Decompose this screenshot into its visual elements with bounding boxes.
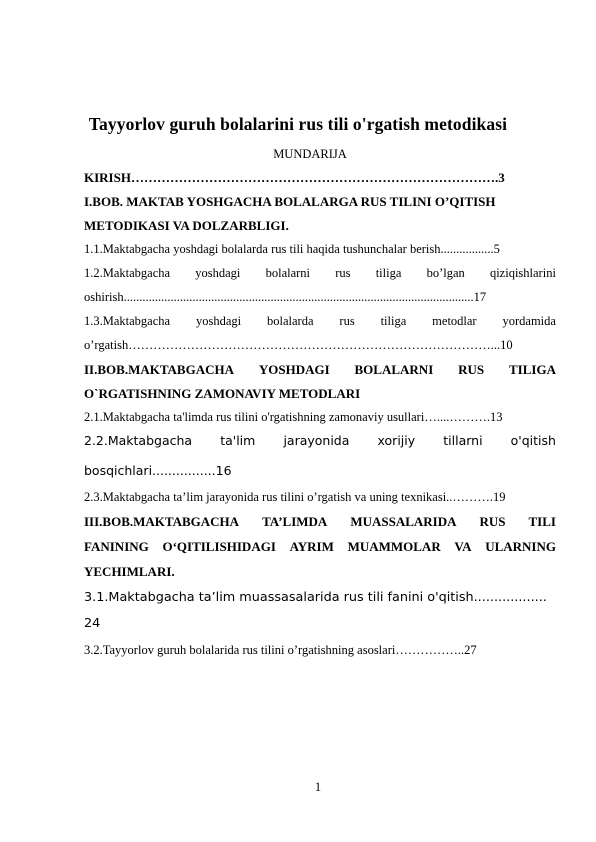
toc-word: MUAMMOLAR <box>347 539 441 554</box>
toc-word: bolalarda <box>267 314 314 328</box>
toc-word: yoshdagi <box>195 266 241 280</box>
toc-word: rus <box>339 314 355 328</box>
document-title: Tayyorlov guruh bolalarini rus tili o'rgatish metodikasi <box>88 114 508 134</box>
toc-word: TA’LIMDA <box>262 514 328 529</box>
toc-entry-2-2-line1 <box>84 433 556 448</box>
toc-word: rus <box>335 266 351 280</box>
toc-word: metodlar <box>432 314 477 328</box>
toc-word: jarayonida <box>283 433 350 448</box>
toc-chapter-1-line1: I.BOB. MAKTAB YOSHGACHA BOLALARGA RUS TILINI O’QITISH <box>84 194 496 209</box>
toc-word: RUS <box>458 362 485 377</box>
toc-word: yoshdagi <box>195 314 242 328</box>
toc-chapter-3-line3: YECHIMLARI. <box>84 564 175 579</box>
toc-word: tillarni <box>443 433 483 448</box>
toc-word: 2.2.Maktabgacha <box>84 433 193 448</box>
page-number: 1 <box>314 780 322 794</box>
toc-word: III.BOB.MAKTABGACHA <box>84 514 240 529</box>
toc-word: xorijiy <box>377 433 416 448</box>
toc-word: TILI <box>528 514 556 529</box>
toc-entry-2-1: 2.1.Maktabgacha ta'limda rus tilini o'rgatishning zamonaviy usullari…....……….13 <box>84 410 503 424</box>
toc-heading: MUNDARIJA <box>273 147 347 161</box>
toc-chapter-1-line2: METODIKASI VA DOLZARBLIGI. <box>84 218 289 233</box>
toc-chapter-2-line1 <box>84 362 556 378</box>
toc-chapter-2-line2: O`RGATISHNING ZAMONAVIY METODLARI <box>84 386 361 401</box>
toc-word: VA <box>454 539 472 554</box>
toc-word: yordamida <box>502 314 556 328</box>
toc-word: qiziqishlarini <box>489 266 556 280</box>
toc-word: ta'lim <box>220 433 256 448</box>
toc-word: O‘QITILISHIDAGI <box>162 539 276 554</box>
toc-entry-3-1-line1: 3.1.Maktabgacha ta’lim muassasalarida rus tili fanini o'qitish.................. <box>84 590 547 605</box>
toc-entry-3-1-page: 24 <box>84 616 101 631</box>
toc-chapter-3-line1 <box>84 514 556 530</box>
toc-entry-2-3: 2.3.Maktabgacha ta’lim jarayonida rus tilini o’rgatish va uning texnikasi..……….19 <box>84 490 506 504</box>
toc-word: tiliga <box>375 266 402 280</box>
toc-word: BOLALARNI <box>354 362 434 377</box>
toc-entry-3-2: 3.2.Tayyorlov guruh bolalarida rus tilini o’rgatishning asoslari……………..27 <box>84 643 477 657</box>
toc-word: tiliga <box>380 314 407 328</box>
toc-word: RUS <box>479 514 506 529</box>
toc-entry-1-2-line2: oshirish................................................................................................................17 <box>84 290 487 304</box>
toc-word: II.BOB.MAKTABGACHA <box>84 362 234 377</box>
toc-chapter-3-line2 <box>84 539 556 555</box>
toc-word: AYRIM <box>289 539 334 554</box>
toc-entry-2-2-line2: bosqichlari................16 <box>84 463 232 478</box>
toc-word: YOSHDAGI <box>258 362 330 377</box>
toc-entry-kirish: KIRISH………………………………………………………………………….3 <box>84 170 505 185</box>
toc-entry-1-2-line1 <box>84 266 556 281</box>
toc-word: FANINING <box>84 539 149 554</box>
toc-entry-1-3-line1 <box>84 314 556 329</box>
toc-word: 1.3.Maktabgacha <box>84 314 171 328</box>
toc-word: bolalarni <box>265 266 311 280</box>
toc-word: TILIGA <box>509 362 556 377</box>
toc-entry-1-1: 1.1.Maktabgacha yoshdagi bolalarda rus tili haqida tushunchalar berish.................5 <box>84 242 500 256</box>
toc-word: 1.2.Maktabgacha <box>84 266 171 280</box>
toc-word: ULARNING <box>485 539 556 554</box>
toc-word: o'qitish <box>510 433 556 448</box>
toc-word: bo’lgan <box>426 266 465 280</box>
toc-word: MUASSALARIDA <box>350 514 457 529</box>
toc-entry-1-3-line2: o’rgatish……………………………………………………………………………...10 <box>84 338 513 352</box>
